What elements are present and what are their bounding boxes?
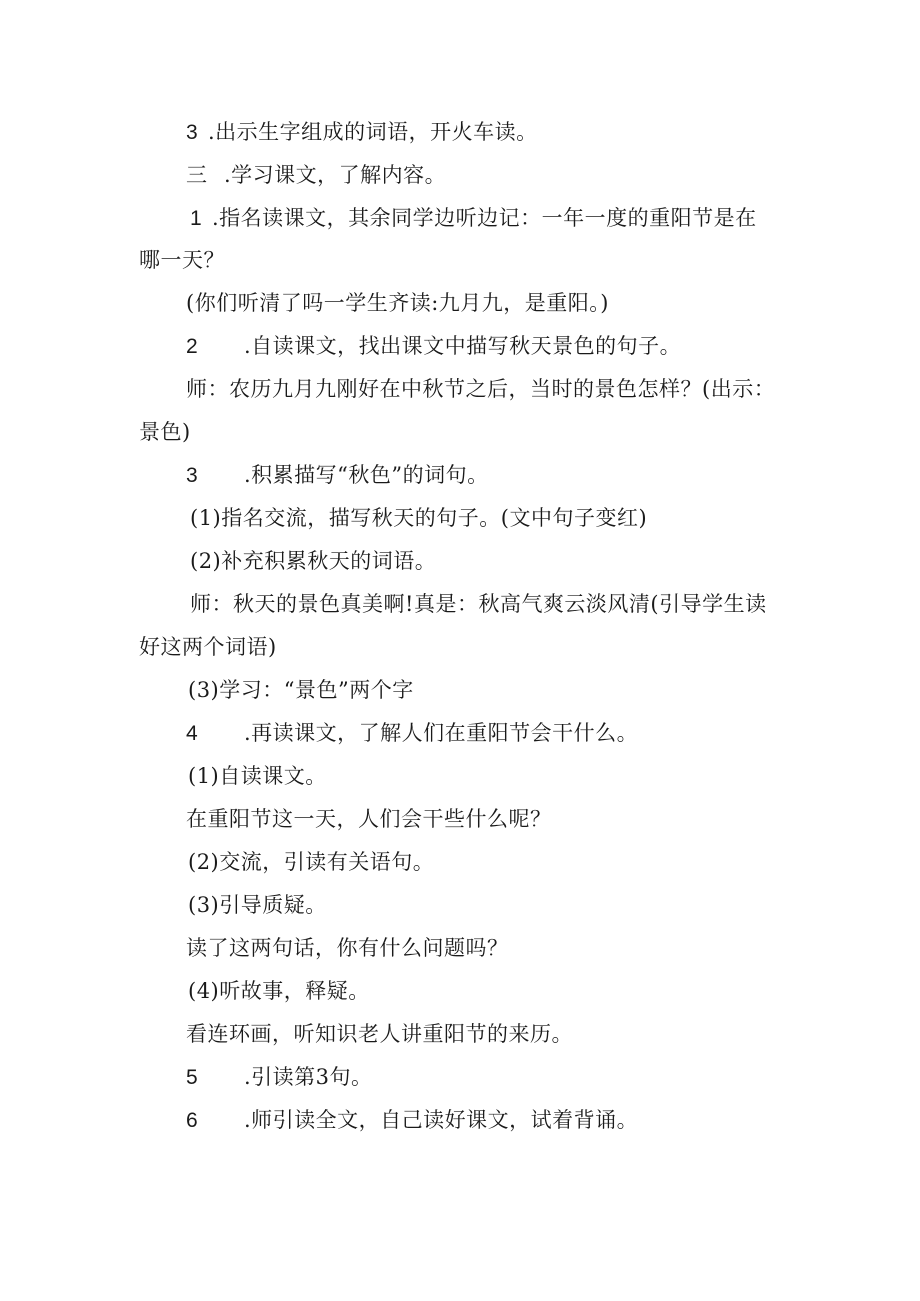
text-line: [190, 589, 767, 619]
text-line: [186, 460, 489, 491]
line-text: .指名读课文，其余同学边听边记：一年一度的重阳节是在: [212, 206, 757, 230]
text-line: [188, 761, 327, 791]
text-line: [186, 804, 552, 834]
line-text: (3)引导质疑。: [188, 893, 327, 917]
list-number: 6: [186, 1109, 199, 1132]
text-line: [186, 117, 538, 148]
text-line: [186, 374, 775, 404]
text-line: [188, 976, 370, 1006]
line-text: (3)学习：“景色”两个字: [188, 678, 414, 702]
text-line: [186, 1062, 373, 1093]
list-number: 3: [186, 464, 199, 487]
line-text: .出示生字组成的词语，开火车读。: [208, 120, 538, 144]
text-line: [186, 288, 609, 318]
text-line: [188, 675, 414, 705]
line-text: (1)自读课文。: [188, 764, 327, 788]
line-text: 读了这两句话，你有什么问题吗？: [186, 936, 509, 960]
text-line: [186, 1019, 573, 1049]
line-text: .自读课文，找出课文中描写秋天景色的句子。: [244, 334, 682, 358]
line-text: 好这两个词语): [139, 635, 277, 659]
list-number: 4: [186, 722, 199, 745]
list-number: 2: [186, 335, 199, 358]
line-text: .再读课文，了解人们在重阳节会干什么。: [244, 721, 639, 745]
text-line: [186, 933, 509, 963]
line-text: .引读第3句。: [244, 1065, 373, 1089]
text-line: [139, 632, 277, 662]
line-text: .积累描写“秋色”的词句。: [244, 463, 489, 487]
text-line: [186, 718, 638, 749]
line-text: 师：秋天的景色真美啊!真是：秋高气爽云淡风清(引导学生读: [190, 592, 767, 616]
line-text: (2)补充积累秋天的词语。: [190, 549, 437, 573]
list-number: 1: [190, 207, 203, 230]
line-text: 师：农历九月九刚好在中秋节之后，当时的景色怎样？(出示：: [186, 377, 776, 401]
line-text: 景色): [139, 420, 191, 444]
section-heading: [186, 160, 446, 191]
line-text: (你们听清了吗一学生齐读:九月九，是重阳。): [186, 291, 609, 315]
line-text: (1)指名交流，描写秋天的句子。(文中句子变红): [190, 506, 648, 530]
line-text: .学习课文，了解内容。: [224, 163, 447, 187]
line-text: (4)听故事，释疑。: [188, 979, 370, 1003]
text-line: [190, 546, 436, 576]
text-line: [186, 331, 681, 362]
line-text: 哪一天？: [139, 248, 225, 272]
text-line: [188, 890, 327, 920]
text-line: [190, 503, 647, 533]
line-text: 看连环画，听知识老人讲重阳节的来历。: [186, 1022, 573, 1046]
list-number: 3: [186, 121, 199, 144]
section-number: 三: [186, 164, 208, 187]
list-number: 5: [186, 1066, 199, 1089]
line-text: (2)交流，引读有关语句。: [188, 850, 435, 874]
text-line: [190, 203, 757, 234]
text-line: [186, 1105, 638, 1136]
text-line: [188, 847, 434, 877]
text-line: [139, 417, 191, 447]
line-text: 在重阳节这一天，人们会干些什么呢？: [186, 807, 552, 831]
line-text: .师引读全文，自己读好课文，试着背诵。: [244, 1108, 639, 1132]
text-line: [139, 245, 225, 275]
